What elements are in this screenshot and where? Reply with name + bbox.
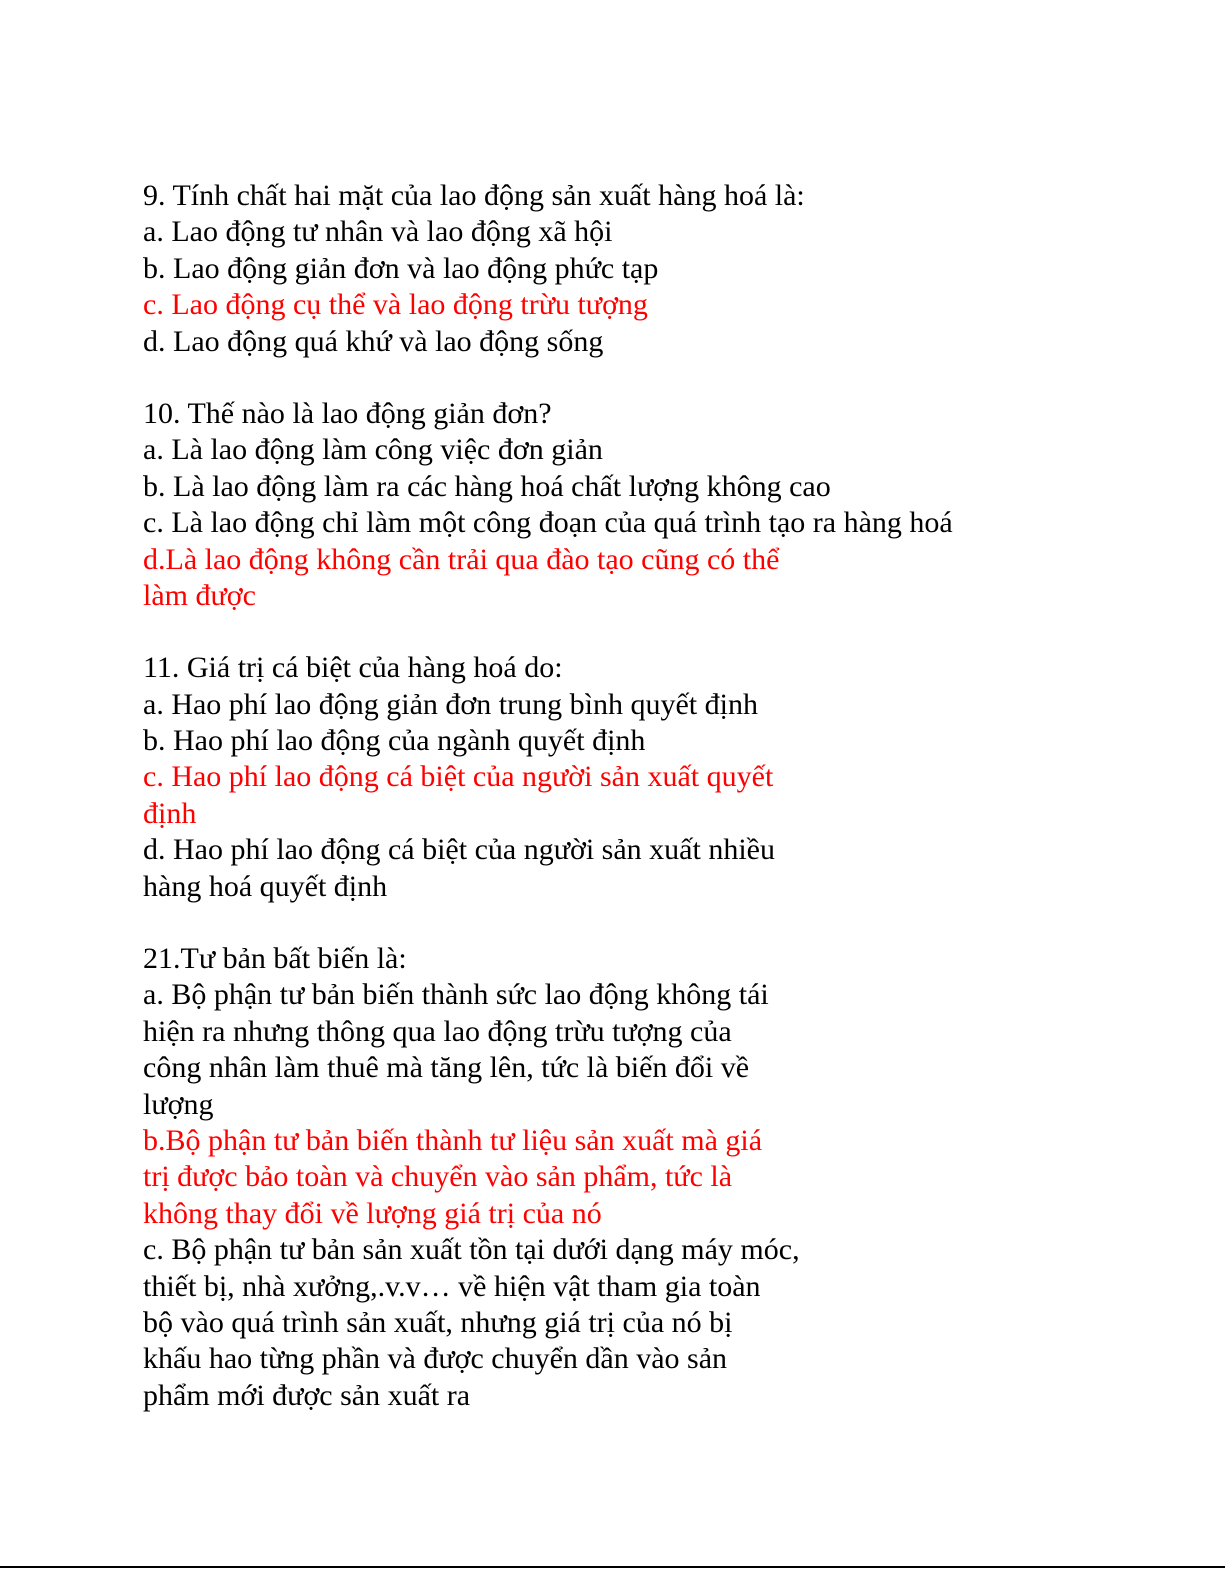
option-line: làm được [143, 578, 256, 612]
question-9 [143, 178, 1143, 360]
option-line: b. Là lao động làm ra các hàng hoá chất lượng không cao [143, 469, 831, 503]
option-line: định [143, 796, 197, 830]
option-a [143, 432, 1143, 468]
question-title: 21.Tư bản bất biến là: [143, 942, 407, 976]
option-line: a. Hao phí lao động giản đơn trung bình quyết định [143, 687, 758, 721]
option-c [143, 1232, 1143, 1414]
option-line: d. Hao phí lao động cá biệt của người sản xuất nhiều [143, 833, 775, 867]
question-title: 10. Thế nào là lao động giản đơn? [143, 396, 552, 430]
option-line: d. Lao động quá khứ và lao động sống [143, 324, 604, 358]
option-a [143, 214, 1143, 250]
option-b [143, 469, 1143, 505]
option-c [143, 505, 1143, 541]
option-c-correct [143, 759, 1143, 832]
option-line: b. Lao động giản đơn và lao động phức tạp [143, 251, 659, 285]
page-bottom-border [0, 1566, 1225, 1568]
question-10 [143, 396, 1143, 614]
option-line: hàng hoá quyết định [143, 869, 388, 903]
option-line: công nhân làm thuê mà tăng lên, tức là biến đổi về [143, 1051, 750, 1085]
option-c-correct [143, 287, 1143, 323]
option-line: khấu hao từng phần và được chuyển dần vào sản [143, 1342, 728, 1376]
option-line: a. Bộ phận tư bản biến thành sức lao động không tái [143, 978, 769, 1012]
option-b [143, 723, 1143, 759]
option-line: b. Hao phí lao động của ngành quyết định [143, 724, 646, 758]
option-line: a. Là lao động làm công việc đơn giản [143, 433, 603, 467]
option-d [143, 324, 1143, 360]
option-line: a. Lao động tư nhân và lao động xã hội [143, 215, 613, 249]
option-line: thiết bị, nhà xưởng,.v.v… về hiện vật tham gia toàn [143, 1269, 761, 1303]
option-line: d.Là lao động không cần trải qua đào tạo cũng có thể [143, 542, 780, 576]
option-line: bộ vào quá trình sản xuất, nhưng giá trị của nó bị [143, 1305, 733, 1339]
option-line: c. Là lao động chỉ làm một công đoạn của quá trình tạo ra hàng hoá [143, 506, 953, 540]
option-line: b.Bộ phận tư bản biến thành tư liệu sản xuất mà giá [143, 1123, 763, 1157]
question-title: 9. Tính chất hai mặt của lao động sản xuất hàng hoá là: [143, 179, 805, 212]
option-line: c. Lao động cụ thể và lao động trừu tượng [143, 288, 648, 322]
option-b-correct [143, 1123, 1143, 1232]
question-11 [143, 650, 1143, 905]
question-21 [143, 941, 1143, 1414]
option-a [143, 687, 1143, 723]
question-title: 11. Giá trị cá biệt của hàng hoá do: [143, 651, 563, 685]
option-line: phẩm mới được sản xuất ra [143, 1378, 471, 1412]
option-a [143, 977, 1143, 1123]
option-line: c. Hao phí lao động cá biệt của người sản xuất quyết [143, 760, 774, 794]
option-line: trị được bảo toàn và chuyển vào sản phẩm, tức là [143, 1160, 733, 1194]
option-d-correct [143, 542, 1143, 615]
option-d [143, 832, 1143, 905]
option-b [143, 251, 1143, 287]
option-line: c. Bộ phận tư bản sản xuất tồn tại dưới dạng máy móc, [143, 1233, 800, 1267]
option-line: hiện ra nhưng thông qua lao động trừu tượng của [143, 1014, 732, 1048]
quiz-content [143, 178, 1143, 1450]
option-line: lượng [143, 1087, 214, 1121]
option-line: không thay đổi về lượng giá trị của nó [143, 1196, 602, 1230]
